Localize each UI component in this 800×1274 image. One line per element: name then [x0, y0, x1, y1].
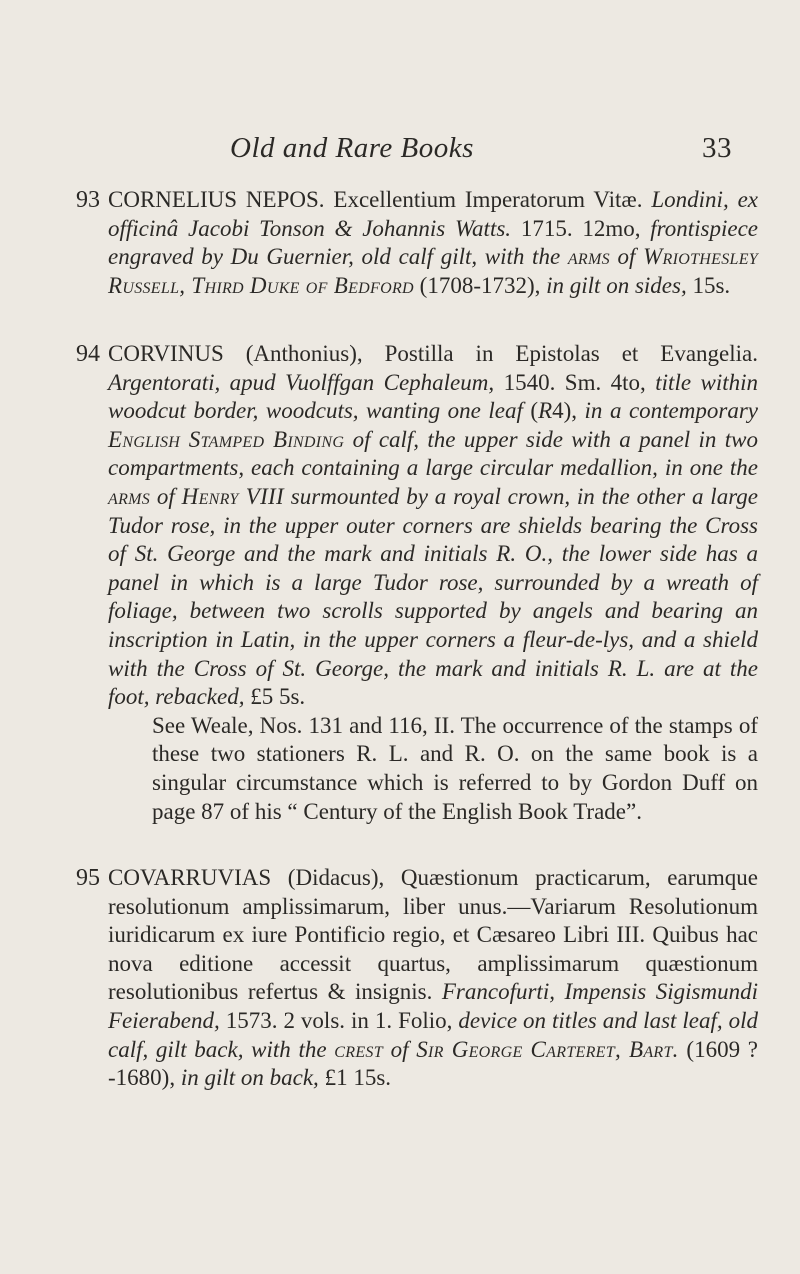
catalogue-entry-95	[76, 864, 758, 1093]
running-title: Old and Rare Books	[230, 132, 474, 164]
description-segment: CORVINUS (Anthonius), Postilla in Epistolas et Evangelia.	[108, 341, 758, 366]
description-segment: 1715. 12mo,	[511, 215, 651, 241]
entry-description	[108, 340, 758, 712]
description-segment: Londini, ex officinâ Jacobi Tonson & Johannis Watts.	[108, 187, 758, 241]
description-segment: of calf, the upper side with a panel in two compartments, each containing a large circular medallion, in one the	[108, 426, 759, 481]
description-segment: arms	[567, 244, 610, 270]
description-segment: 1540. Sm. 4to,	[494, 369, 656, 395]
page-number: 33	[702, 132, 732, 164]
catalogue-entry-94	[76, 340, 759, 826]
description-segment: (1609 ? -1680),	[108, 1036, 758, 1091]
description-segment: Francofurti, Impensis Sigismundi Feierabend,	[108, 979, 758, 1033]
running-head	[230, 134, 732, 163]
description-segment: R	[538, 398, 553, 424]
description-segment: Henry VIII	[181, 483, 284, 509]
description-segment: title within woodcut border, woodcuts, wanting one leaf	[108, 369, 759, 424]
lot-number: 93	[76, 187, 100, 213]
description-segment: crest	[334, 1036, 383, 1062]
description-segment: £5 5s.	[244, 684, 306, 710]
description-segment: of	[150, 483, 182, 509]
description-segment: Argentorati, apud Vuolffgan Cephaleum,	[108, 369, 495, 395]
lot-number: 95	[76, 865, 100, 891]
description-segment: 4),	[552, 398, 585, 424]
description-segment: (	[522, 398, 539, 424]
description-segment: arms	[108, 483, 151, 509]
entry-description	[108, 186, 758, 300]
description-segment: in gilt on back,	[180, 1065, 319, 1091]
description-segment: English Stamped Binding	[108, 426, 345, 452]
lot-number: 94	[76, 341, 100, 367]
description-segment: Sir George Carteret, Bart.	[416, 1036, 679, 1062]
description-segment: of	[609, 244, 644, 270]
description-segment: Wriothesley Russell, Third Duke of Bedford	[108, 244, 759, 298]
description-segment: surmounted by a royal crown, in the other a large Tudor rose, in the upper outer corners are shields bearing the Cross of St. George and the mark and initials R. O., the lower side has a panel in which is a large Tudor rose, surrounded by a wreath of foliage, between two scrolls supported by angels and bearing an inscription in Latin, in the upper corners a fleur-de-lys, and a shield with the Cross of St. George, the mark and initials R. L. are at the foot, rebacked,	[108, 483, 759, 710]
description-segment: 1573. 2 vols. in 1. Folio,	[219, 1007, 459, 1033]
description-segment: frontispiece engraved by Du Guernier, old calf gilt, with the	[108, 215, 758, 270]
description-segment: £1 15s.	[318, 1065, 392, 1091]
description-segment: 15s.	[686, 272, 731, 298]
description-segment: (1708-1732),	[413, 272, 547, 298]
catalogue-entry-93	[76, 186, 759, 300]
description-segment: device on titles and last leaf, old calf, gilt back, with the	[108, 1007, 758, 1062]
description-segment: of	[382, 1036, 417, 1062]
description-segment: COVARRUVIAS (Didacus), Quæstionum practicarum, earumque resolutionum amplissimarum, liber unus.—Variarum Resolutionum iuridicarum ex iure Pontificio regio, et Cæsareo Libri III. Quibus hac nova editione accessit quartus, amplissimarum quæstionum resolutionibus refertus & insignis.	[108, 865, 758, 1005]
entry-description	[108, 864, 758, 1093]
description-segment: in gilt on sides,	[546, 272, 687, 298]
description-segment: in a contemporary	[584, 398, 758, 424]
entry-note: See Weale, Nos. 131 and 116, II. The occurrence of the stamps of these two stationers R. L. and R. O. on the same book is a singular circumstance which is referred to by Gordon Duff on page 87 of his “ Century of the English Book Trade”.	[152, 712, 758, 824]
description-segment: CORNELIUS NEPOS. Excellentium Imperatorum Vitæ.	[108, 187, 652, 212]
